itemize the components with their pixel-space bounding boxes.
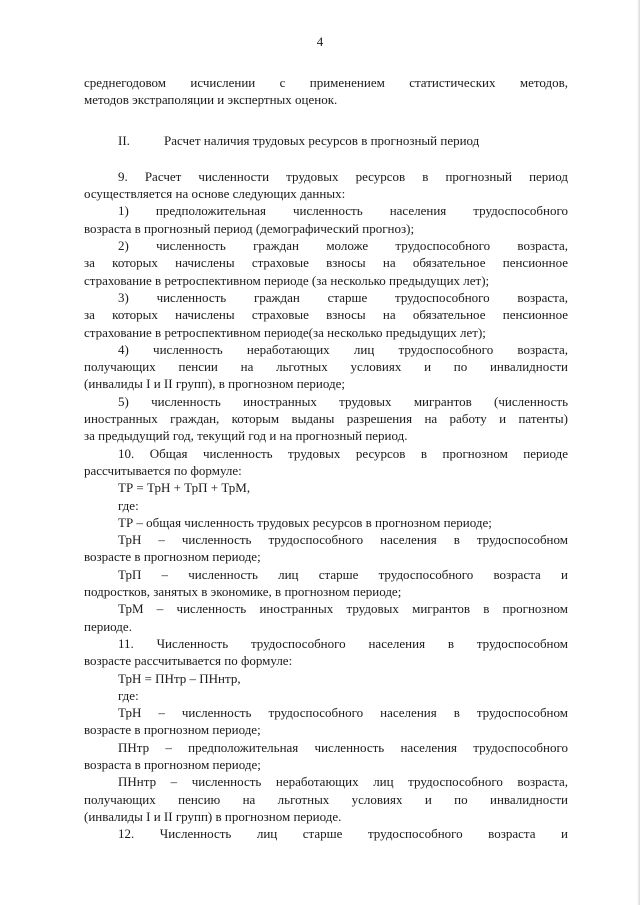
text-line: 12. Численность лиц старше трудоспособного возраста и [118,826,568,842]
text-line: осуществляется на основе следующих данных: [84,186,346,202]
text-line: методов экстраполяции и экспертных оценок. [84,92,338,108]
text-line: за предыдущий год, текущий год и на прогнозный период. [84,428,408,444]
text-line: 10. Общая численность трудовых ресурсов в прогнозном периоде [118,445,568,461]
text-line: 3) численность граждан старше трудоспособного возраста, [118,289,568,305]
text-line: ТрН – численность трудоспособного населения в трудоспособном [118,705,568,721]
document-body [84,74,568,842]
formula: ТР = ТрН + ТрП + ТрМ, [118,480,251,496]
text-line: за которых начислены страховые взносы на обязательное пенсионное [84,307,568,323]
section-heading-text: Расчет наличия трудовых ресурсов в прогнозный период [164,132,480,148]
text-line: среднегодовом исчислении с применением статистических методов, [84,75,568,90]
page-number: 4 [316,34,324,49]
text-line: ТрМ – численность иностранных трудовых мигрантов в прогнозном [118,601,568,617]
text-line: страхование в ретроспективном периоде(за несколько предыдущих лет); [84,324,486,340]
text-line: 4) численность неработающих лиц трудоспособного возраста, [118,341,568,357]
text-line: ПНтр – предположительная численность населения трудоспособного [118,739,568,755]
text-line: возрасте в прогнозном периоде; [84,722,261,738]
text-line: получающих пенсию на льготных условиях и по инвалидности [84,791,568,807]
text-line: возраста в прогнозном периоде; [84,756,261,772]
text-line: ТР – общая численность трудовых ресурсов в прогнозном периоде; [118,514,492,530]
text-line: ТрП – численность лиц старше трудоспособного возраста и [118,566,568,582]
section-heading [84,132,568,149]
text-line: ТрН – численность трудоспособного населения в трудоспособном [118,532,568,548]
text-line: (инвалиды I и II групп), в прогнозном периоде; [84,376,345,392]
text-line: 9. Расчет численности трудовых ресурсов в прогнозный период [118,168,568,184]
text-line: возраста в прогнозный период (демографический прогноз); [84,220,415,236]
text-line: 5) численность иностранных трудовых мигрантов (численность [118,393,568,409]
text-line: рассчитывается по формуле: [84,462,242,478]
text-line: иностранных граждан, которым выданы разрешения на работу и патенты) [84,411,568,427]
text-line: за которых начислены страховые взносы на обязательное пенсионное [84,255,568,271]
text-line: 11. Численность трудоспособного населения в трудоспособном [118,635,568,651]
text-line: получающих пенсии на льготных условиях и по инвалидности [84,359,568,375]
text-line: где: [118,687,139,703]
text-line: (инвалиды I и II групп) в прогнозном периоде. [84,808,342,824]
formula: ТрН = ПНтр – ПНнтр, [118,670,241,686]
text-line: подростков, занятых в экономике, в прогнозном периоде; [84,584,402,600]
text-line: страхование в ретроспективном периоде (за несколько предыдущих лет); [84,272,490,288]
text-line: периоде. [84,618,132,634]
text-line: 2) численность граждан моложе трудоспособного возраста, [118,238,568,254]
section-heading-number: II. [118,132,130,148]
text-line: ПНнтр – численность неработающих лиц трудоспособного возраста, [118,774,568,790]
text-line: возрасте рассчитывается по формуле: [84,653,293,669]
text-line: возрасте в прогнозном периоде; [84,549,261,565]
text-line: 1) предположительная численность населения трудоспособного [118,203,568,219]
text-line: где: [118,497,139,513]
